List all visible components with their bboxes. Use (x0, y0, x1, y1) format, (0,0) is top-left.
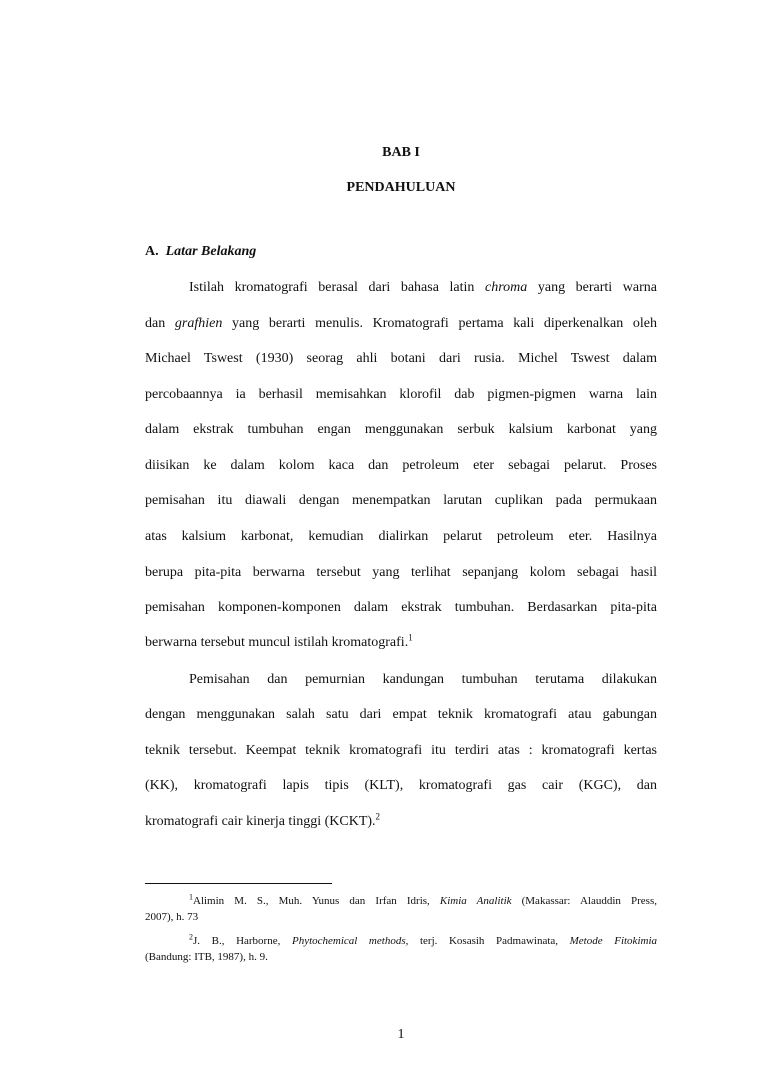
section-letter: A. (145, 244, 159, 259)
chapter-title: PENDAHULUAN (346, 180, 456, 195)
paragraph-line: atas kalsium karbonat, kemudian dialirkan pelarut petroleum eter. Hasilnya (145, 529, 657, 544)
footnote-ref: 2 (375, 811, 381, 822)
paragraph-line: dengan menggunakan salah satu dari empat teknik kromatografi atau gabungan (145, 707, 657, 722)
footnote-1: $^1$Alimin M. S., Muh. Yunus dan Irfan Idris, Kimia Analitik (Makassar: Alauddin Press, (189, 892, 657, 907)
paragraph-line: dalam ekstrak tumbuhan engan menggunakan serbuk kalsium karbonat yang (145, 422, 657, 437)
paragraph-line: Pemisahan dan pemurnian kandungan tumbuhan terutama dilakukan (189, 672, 657, 687)
footnote-2: $^2$J. B., Harborne, Phytochemical methods, terj. Kosasih Padmawinata, Metode Fitokimia (189, 932, 657, 947)
chapter-number: BAB I (382, 145, 420, 160)
footnote-2-cont: (Bandung: ITB, 1987), h. 9. (145, 951, 268, 963)
paragraph-line: berupa pita-pita berwarna tersebut yang terlihat sepanjang kolom sebagai hasil (145, 565, 657, 580)
page-number: 1 (397, 1027, 405, 1042)
paragraph-line: kromatografi cair kinerja tinggi (KCKT).$^2$ (145, 811, 381, 829)
paragraph-line: Michael Tswest (1930) seorag ahli botani dari rusia. Michel Tswest dalam (145, 351, 657, 366)
paragraph-line: Istilah kromatografi berasal dari bahasa latin chroma yang berarti warna (189, 280, 657, 295)
paragraph-line: diisikan ke dalam kolom kaca dan petroleum eter sebagai pelarut. Proses (145, 458, 657, 473)
paragraph-line: percobaannya ia berhasil memisahkan klorofil dab pigmen-pigmen warna lain (145, 387, 657, 402)
section-heading (145, 244, 256, 260)
paragraph-line: dan grafhien yang berarti menulis. Kromatografi pertama kali diperkenalkan oleh (145, 316, 657, 331)
paragraph-line: berwarna tersebut muncul istilah kromatografi.$^1$ (145, 632, 413, 650)
footnote-separator (145, 883, 332, 884)
paragraph-line: teknik tersebut. Keempat teknik kromatografi itu terdiri atas : kromatografi kertas (145, 743, 657, 758)
paragraph-line: pemisahan komponen-komponen dalam ekstrak tumbuhan. Berdasarkan pita-pita (145, 600, 657, 615)
footnote-1-cont: 2007), h. 73 (145, 911, 199, 923)
footnote-ref: 1 (408, 632, 413, 643)
section-title: Latar Belakang (165, 244, 257, 259)
paragraph-line: pemisahan itu diawali dengan menempatkan larutan cuplikan pada permukaan (145, 493, 657, 508)
paragraph-line: (KK), kromatografi lapis tipis (KLT), kromatografi gas cair (KGC), dan (145, 778, 657, 793)
